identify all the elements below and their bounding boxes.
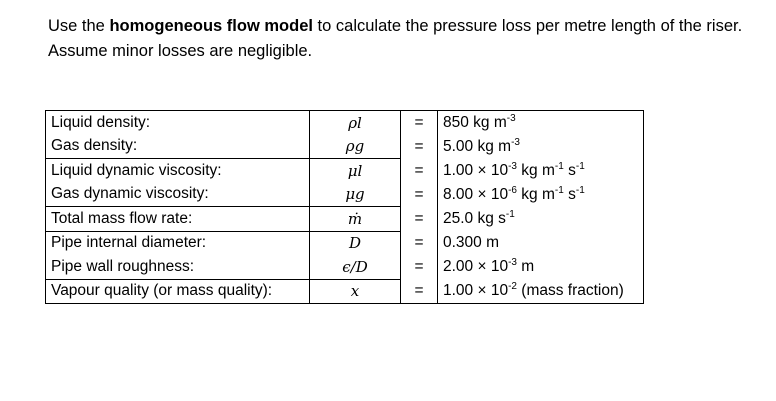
row-value: 5.00 kg $m^{-3}$ [438, 135, 644, 159]
row-equals: = [401, 207, 438, 232]
table-row [46, 159, 644, 183]
table-row [46, 255, 644, 279]
row-value: 0.300 m [438, 231, 644, 255]
row-symbol: μl [310, 159, 401, 183]
row-symbol: ṁ [310, 207, 401, 232]
intro-suffix: to calculate the pressure loss per metre length of the riser. [312, 17, 743, 35]
problem-statement [48, 14, 768, 64]
table-row [46, 111, 644, 135]
row-value: 25.0 kg $s^{-1}$ [438, 207, 644, 232]
row-symbol: ϵ/D [310, 255, 401, 279]
problem-line-1 [48, 14, 768, 39]
row-value: $2.00 \times 10^{-3}$ m [438, 255, 644, 279]
table-row [46, 207, 644, 232]
row-equals: = [401, 111, 438, 135]
row-symbol: ρl [310, 111, 401, 135]
row-equals: = [401, 183, 438, 207]
row-value: $1.00 \times 10^{-3}$ kg $m^{-1}$ $s^{-1}$ [438, 159, 644, 183]
row-label: Gas dynamic viscosity: [46, 183, 310, 207]
properties-table [45, 110, 644, 304]
row-symbol: D [310, 231, 401, 255]
table-row [46, 231, 644, 255]
problem-line-2: Assume minor losses are negligible. [48, 42, 313, 60]
row-label: Vapour quality (or mass quality): [46, 279, 310, 304]
row-label: Liquid density: [46, 111, 310, 135]
row-value: 850 kg $m^{-3}$ [438, 111, 644, 135]
row-label: Pipe wall roughness: [46, 255, 310, 279]
table-row [46, 135, 644, 159]
row-value: $8.00 \times 10^{-6}$ kg $m^{-1}$ $s^{-1}$ [438, 183, 644, 207]
row-equals: = [401, 135, 438, 159]
row-symbol: ρg [310, 135, 401, 159]
table-row [46, 279, 644, 304]
row-label: Gas density: [46, 135, 310, 159]
row-symbol: x [310, 279, 401, 304]
row-symbol: μg [310, 183, 401, 207]
row-equals: = [401, 159, 438, 183]
row-equals: = [401, 255, 438, 279]
row-equals: = [401, 231, 438, 255]
row-label: Total mass flow rate: [46, 207, 310, 232]
intro-bold-term: homogeneous flow model [109, 17, 313, 35]
row-equals: = [401, 279, 438, 304]
table-row [46, 183, 644, 207]
row-label: Liquid dynamic viscosity: [46, 159, 310, 183]
intro-prefix: Use the [48, 17, 110, 35]
row-value: $1.00 \times 10^{-2}$ (mass fraction) [438, 279, 644, 304]
row-label: Pipe internal diameter: [46, 231, 310, 255]
